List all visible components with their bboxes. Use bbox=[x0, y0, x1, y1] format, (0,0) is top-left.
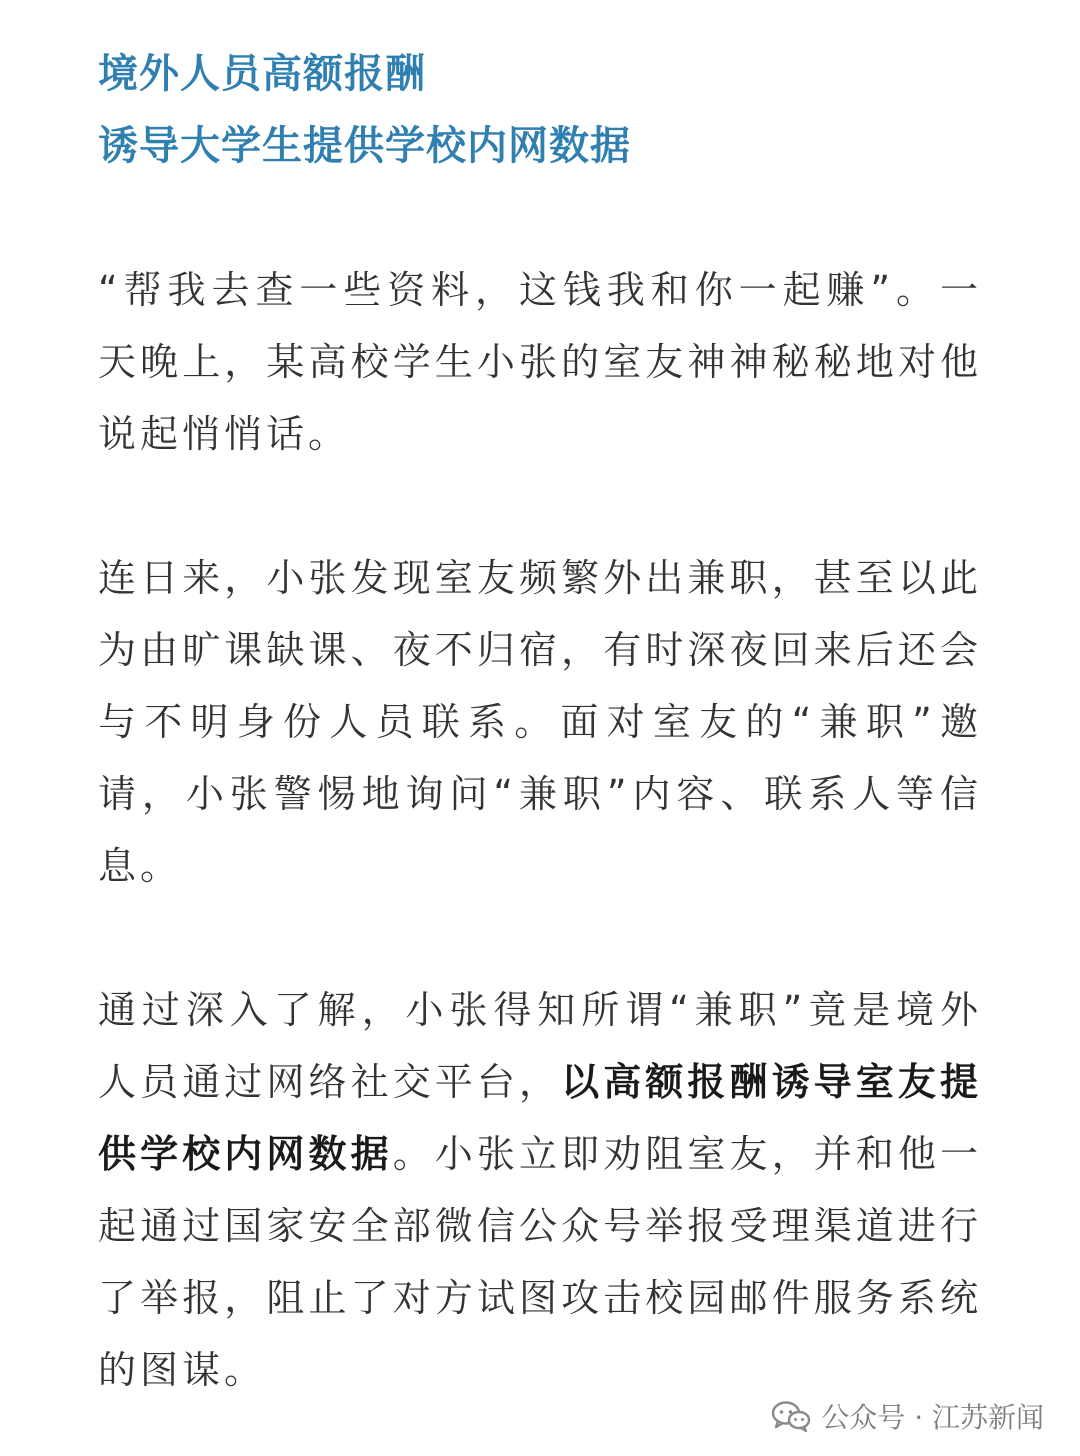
paragraph-1: “帮我去查一些资料，这钱我和你一起赚”。一天晚上，某高校学生小张的室友神神秘秘地对他说起悄悄话。 bbox=[98, 268, 982, 456]
paragraph-3 bbox=[98, 974, 982, 1406]
headline-line-1: 境外人员高额报酬 bbox=[98, 51, 426, 97]
headline-line-2: 诱导大学生提供学校内网数据 bbox=[98, 123, 631, 169]
paragraph-3-text-before: 通过深入了解，小张得知所谓“兼职”竟是境外人员通过网络社交平台， bbox=[98, 988, 982, 1104]
paragraph-3-text-after: 。小张立即劝阻室友，并和他一起通过国家安全部微信公众号举报受理渠道进行了举报，阻止了对方试图攻击校园邮件服务系统的图谋。 bbox=[98, 1132, 982, 1392]
paragraph-3-bold-text: 以高额报酬诱导室友提供学校内网数据 bbox=[98, 1060, 982, 1176]
watermark bbox=[771, 1396, 1044, 1436]
headline bbox=[98, 38, 982, 182]
article bbox=[98, 38, 982, 1406]
paragraph-2: 连日来，小张发现室友频繁外出兼职，甚至以此为由旷课缺课、夜不归宿，有时深夜回来后还会与不明身份人员联系。面对室友的“兼职”邀请，小张警惕地询问“兼职”内容、联系人等信息。 bbox=[98, 556, 982, 888]
wechat-icon bbox=[771, 1400, 811, 1432]
watermark-text: 公众号 · 江苏新闻 bbox=[821, 1401, 1044, 1434]
